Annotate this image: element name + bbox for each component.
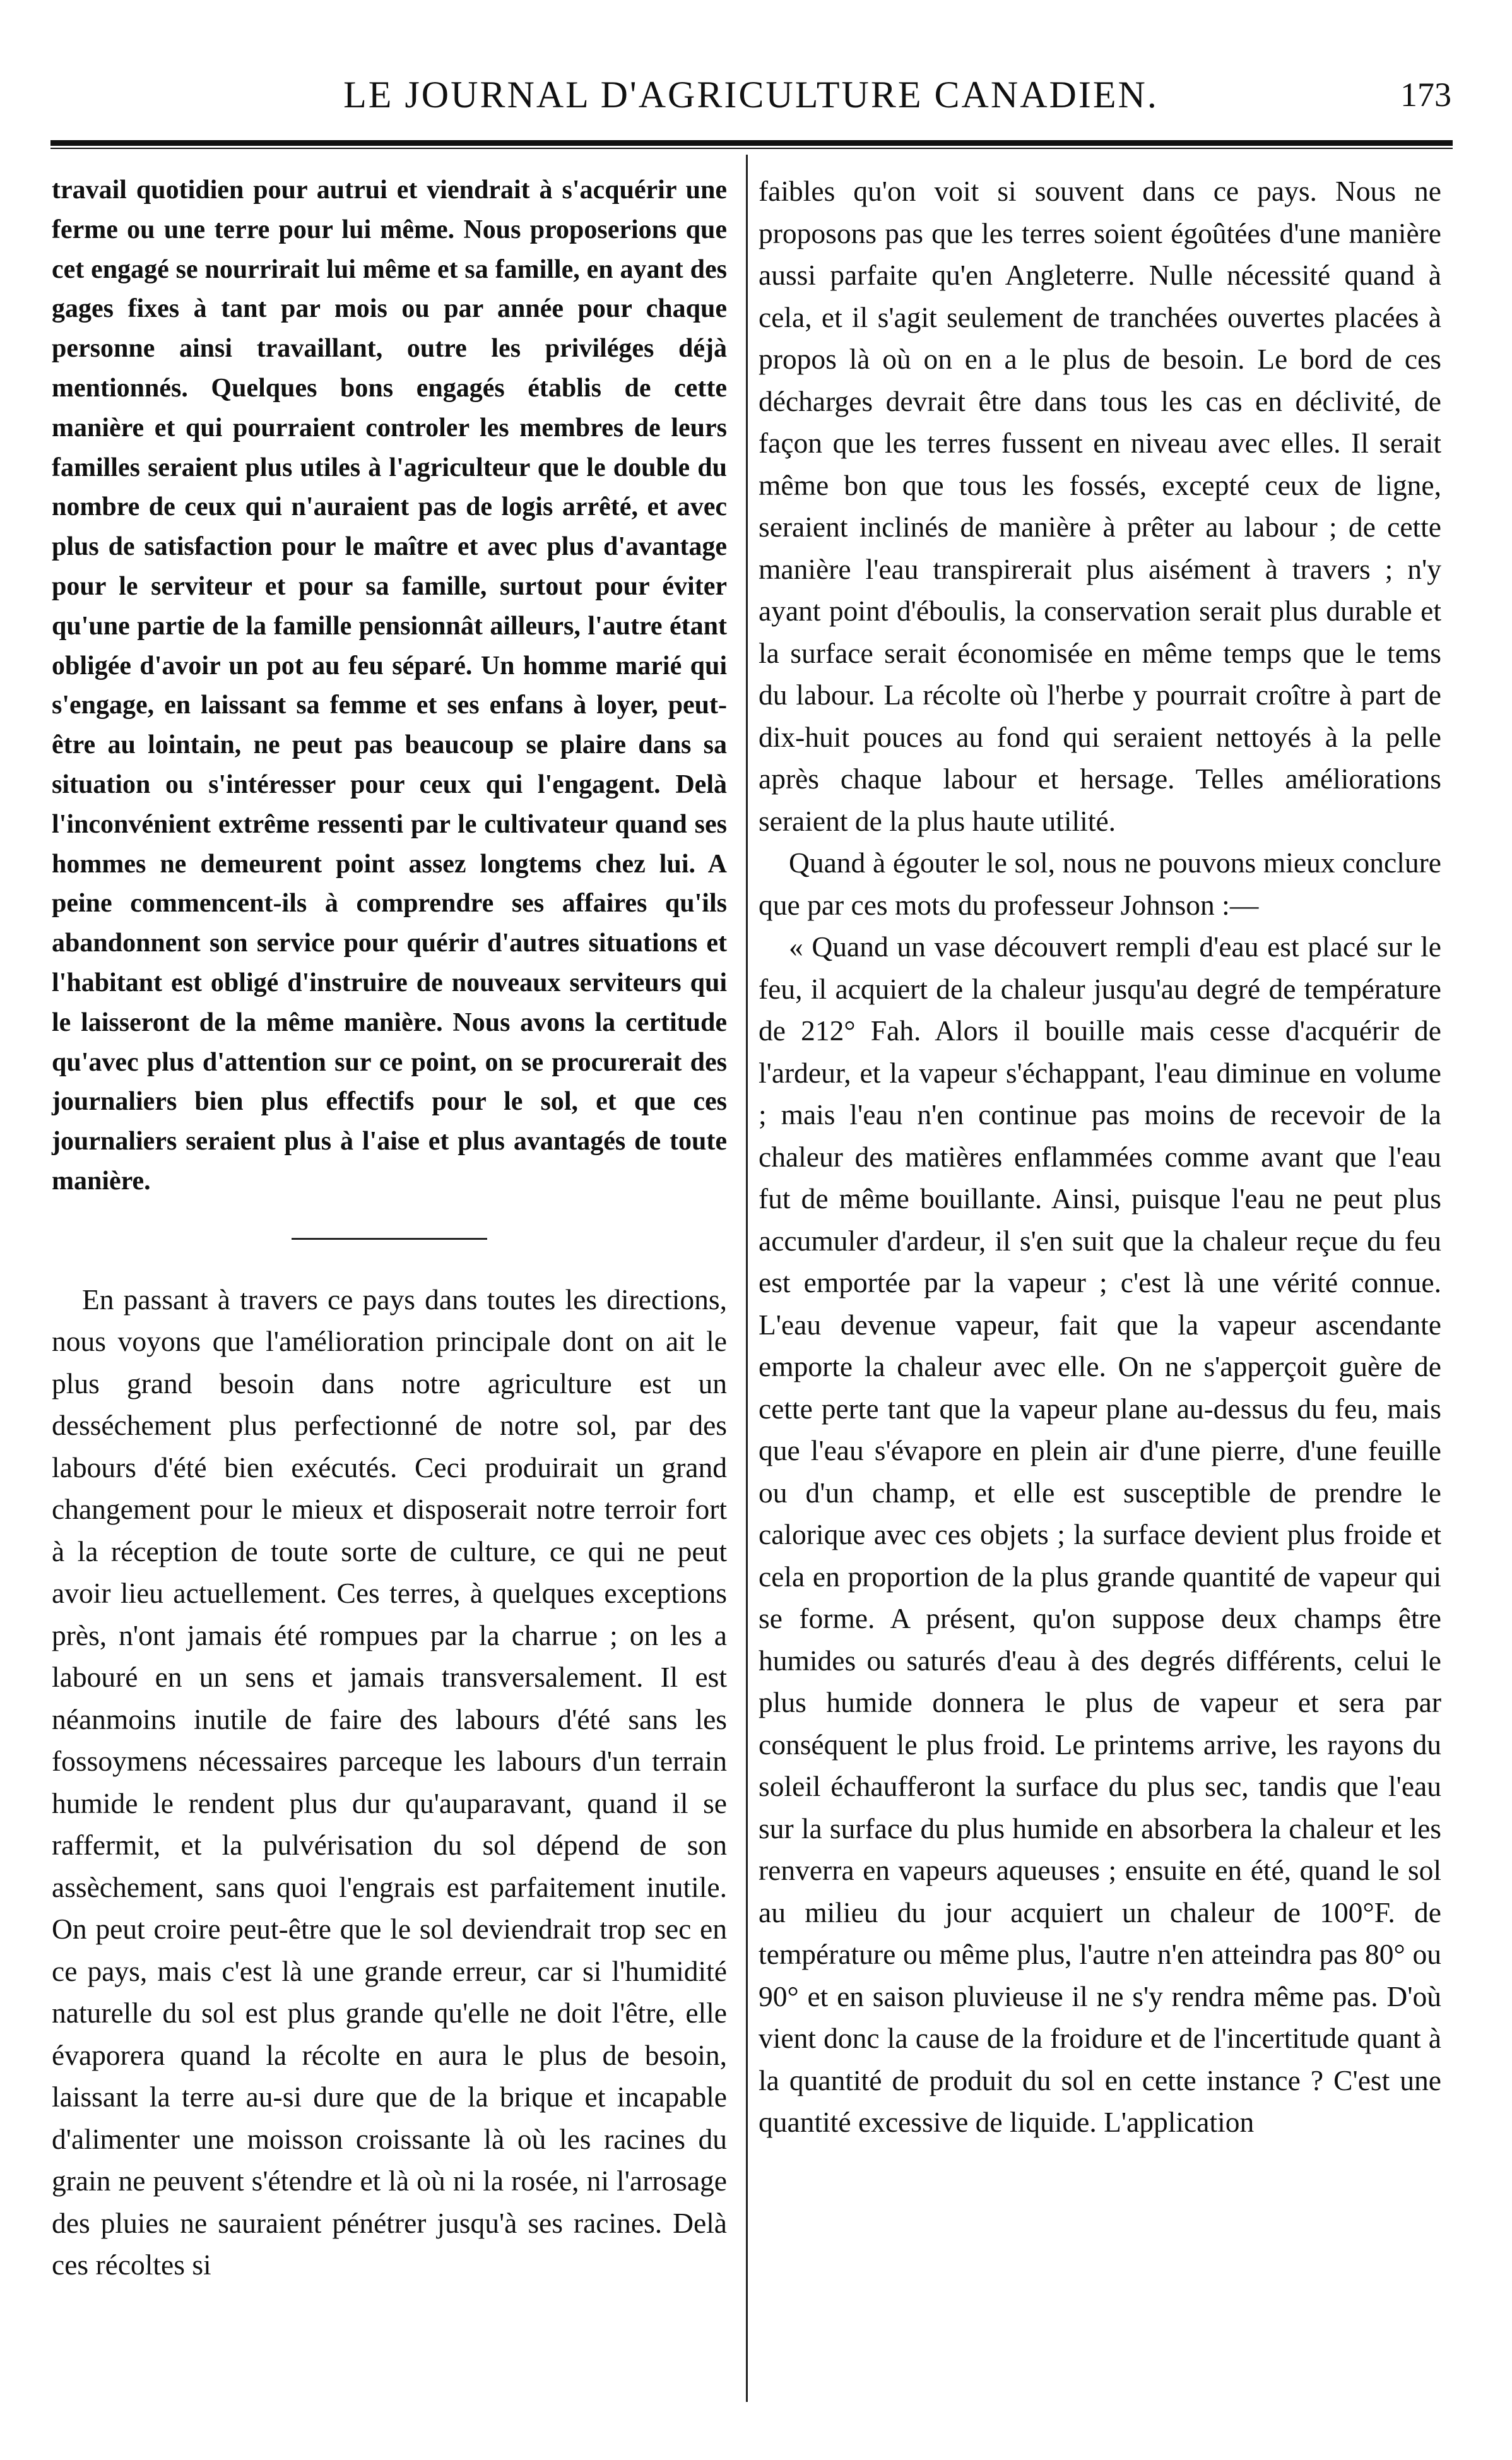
journal-title: LE JOURNAL D'AGRICULTURE CANADIEN. bbox=[343, 74, 1159, 116]
johnson-intro-paragraph: Quand à égouter le sol, nous ne pouvons mieux conclure que par ces mots du professeur Johnson :— bbox=[759, 847, 1441, 921]
column-divider bbox=[746, 155, 748, 2402]
continued-paragraph-left: travail quotidien pour autrui et viendrait à s'acquérir une ferme ou une terre pour lui même. Nous proposerions que cet engagé se nourrirait lui même et sa famille, en ayant des gages fixes à tant par mois ou par année pour chaque personne ainsi travaillant, outre les priviléges déjà mentionnés. Quelques bons engagés établis de cette manière et qui pourraient controler les membres de leurs familles seraient plus utiles à l'agriculteur que le double du nombre de ceux qui n'auraient pas de logis arrêté, et avec plus de satisfaction pour le maître et avec plus d'avantage pour le serviteur et pour sa famille, surtout pour éviter qu'une partie de la famille pensionnât ailleurs, l'autre étant obligée d'avoir un pot au feu séparé. Un homme marié qui s'engage, en laissant sa femme et ses enfans à loyer, peut-être au lointain, ne peut pas beaucoup se plaire dans sa situation ou s'intéresser pour ceux qui l'engagent. Delà l'inconvénient extrême ressenti par le cultivateur quand ses hommes ne demeurent point assez longtems chez lui. A peine commencent-ils à comprendre ses affaires qu'ils abandonnent son service pour quérir d'autres situations et l'habitant est obligé d'instruire de nouveaux serviteurs qui le laisseront de la même manière. Nous avons la certitude qu'avec plus d'attention sur ce point, on se procurerait des journaliers bien plus effectifs pour le sol, et que ces journaliers seraient plus à l'aise et plus avantagés de toute manière. bbox=[52, 175, 727, 1196]
johnson-quote-paragraph: « Quand un vase découvert rempli d'eau est placé sur le feu, il acquiert de la chaleur jusqu'au degré de température de 212° Fah. Alors il bouille mais cesse d'acquérir de l'ardeur, et la vapeur s'échappant, l'eau diminue en volume ; mais l'eau n'en continue pas moins de recevoir de la chaleur des matières enflammées comme avant que l'eau fut de même bouillante. Ainsi, puisque l'eau ne peut plus accumuler d'ardeur, il s'en suit que la chaleur reçue du feu est emportée par la vapeur ; c'est là une vérité connue. L'eau devenue vapeur, fait que la vapeur ascendante emporte la chaleur avec elle. On ne s'apperçoit guère de cette perte tant que la vapeur plane au-dessus du feu, mais que l'eau s'évapore en plein air d'une pierre, d'une feuille ou d'un champ, et elle est susceptible de prendre le calorique avec ces objets ; la surface devient plus froide et cela en proportion de la plus grande quantité de vapeur qui se forme. A présent, qu'on suppose deux champs être humides ou saturés d'eau à des degrés différents, celui le plus humide donnera le plus de vapeur et sera par conséquent le plus froid. Le printems arrive, les rayons du soleil échaufferont la surface du plus sec, tandis que l'eau sur la surface du plus humide en absorbera la chaleur et les renverra en vapeurs aqueuses ; ensuite en été, quand le sol au milieu du jour acquiert un chaleur de 100°F. de température ou même plus, l'autre n'en atteindra pas 80° ou 90° et en saison pluvieuse il ne s'y rendra même pas. D'où vient donc la cause de la froidure et de l'incertitude quant à la quantité de produit du sol en cette instance ? C'est une quantité excessive de liquide. L'application bbox=[759, 930, 1441, 2138]
left-column bbox=[52, 170, 727, 2286]
right-column bbox=[759, 170, 1441, 2144]
drainage-paragraph: En passant à travers ce pays dans toutes les directions, nous voyons que l'amélioration principale dont on ait le plus grand besoin dans notre agriculture est un desséchement plus perfectionné de notre sol, par des labours d'été bien exécutés. Ceci produirait un grand changement pour le mieux et disposerait notre terroir fort à la réception de toute sorte de culture, ce qui ne peut avoir lieu actuellement. Ces terres, à quelques exceptions près, n'ont jamais été rompues par la charrue ; on les a labouré en un sens et jamais transversalement. Il est néanmoins inutile de faire des labours d'été sans les fossoymens nécessaires parceque les labours d'un terrain humide le rendent plus dur qu'auparavant, quand il se raffermit, et la pulvérisation du sol dépend de son assèchement, sans quoi l'engrais est parfaitement inutile. On peut croire peut-être que le sol deviendrait trop sec en ce pays, mais c'est là une grande erreur, car si l'humidité naturelle du sol est plus grande qu'elle ne doit l'être, elle évaporera quand la récolte en aura le plus de besoin, laissant la terre au-si dure que de la brique et incapable d'alimenter une moisson croissante là où les racines du grain ne peuvent s'étendre et là où ni la rosée, ni l'arrosage des pluies ne sauraient pénétrer jusqu'à ses racines. Delà ces récoltes si bbox=[52, 1283, 727, 2281]
page-number: 173 bbox=[1400, 76, 1451, 114]
continued-paragraph-right: faibles qu'on voit si souvent dans ce pays. Nous ne proposons pas que les terres soient égoûtées d'une manière aussi parfaite qu'en Angleterre. Nulle nécessité quand à cela, et il s'agit seulement de tranchées ouvertes placées à propos là où on en a le plus de besoin. Le bord de ces décharges devrait être dans tous les cas en déclivité, de façon que les terres fussent en niveau avec elles. Il serait même bon que tous les fossés, excepté ceux de ligne, seraient inclinés de manière à prêter au labour ; de cette manière l'eau transpirerait plus aisément à travers ; n'y ayant point d'éboulis, la conservation serait plus durable et la surface serait économisée en même temps que le tems du labour. La récolte où l'herbe y pourrait croître à part de dix-huit pouces au fond qui seraient nettoyés à la pelle après chaque labour et hersage. Telles améliorations seraient de la plus haute utilité. bbox=[759, 175, 1441, 837]
header-rule bbox=[50, 140, 1453, 149]
page-header bbox=[50, 69, 1451, 120]
section-divider bbox=[292, 1238, 487, 1240]
